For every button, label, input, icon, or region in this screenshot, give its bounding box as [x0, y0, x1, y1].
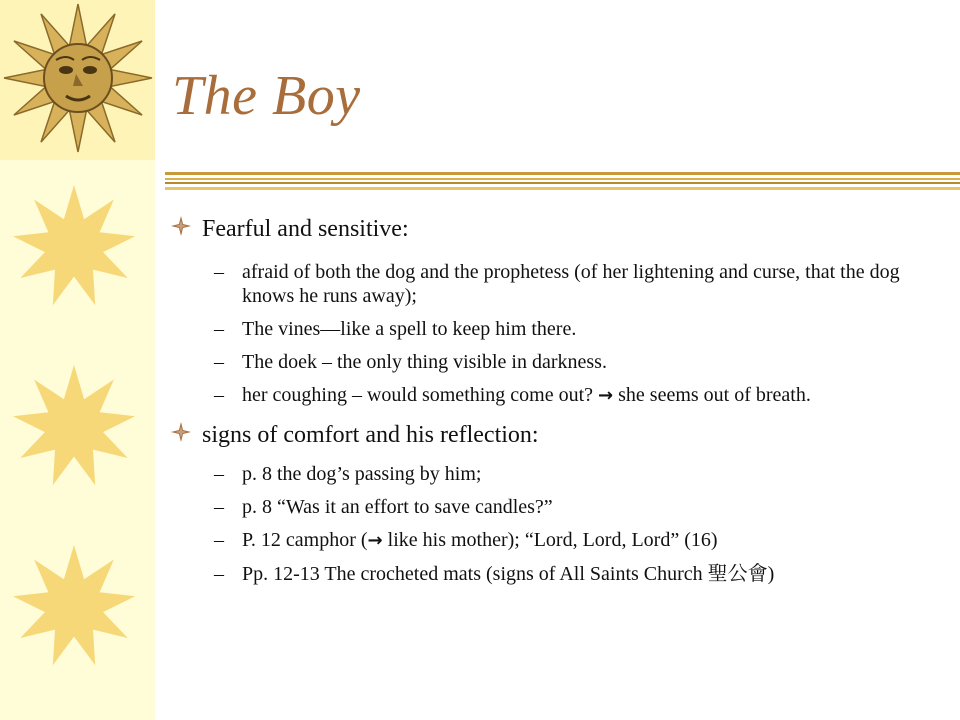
dash-marker: – — [214, 261, 224, 283]
bullet-text: Fearful and sensitive: — [202, 216, 409, 242]
sun-face-icon — [0, 0, 155, 160]
sun-icon — [11, 545, 138, 670]
slide-content — [170, 214, 940, 586]
dash-marker: – — [214, 351, 224, 373]
sub-item-text: P. 12 camphor ( — [242, 529, 368, 551]
bullet-text: signs of comfort and his reflection: — [202, 422, 539, 448]
sub-item — [170, 383, 940, 408]
sub-item-text: p. 8 “Was it an effort to save candles?” — [242, 496, 553, 518]
right-arrow-icon: → — [367, 530, 383, 551]
sub-item-text: afraid of both the dog and the prophetess (of her lightening and curse, that the dog knows he runs away); — [242, 261, 900, 307]
dash-marker: – — [214, 496, 224, 518]
sub-item — [170, 462, 940, 486]
dash-marker: – — [214, 384, 224, 406]
sun-icon — [11, 185, 138, 310]
sub-item — [170, 350, 940, 374]
sub-item-text: The doek – the only thing visible in darkness. — [242, 351, 607, 373]
dash-marker: – — [214, 463, 224, 485]
star-bullet-icon — [170, 215, 192, 237]
sun-pattern — [0, 165, 155, 720]
sub-item — [170, 562, 940, 586]
sub-item — [170, 260, 940, 308]
right-arrow-icon: → — [598, 385, 614, 406]
sub-item-text: like his mother); “Lord, Lord, Lord” (16) — [382, 529, 718, 551]
sub-item — [170, 317, 940, 341]
sub-item-text: The vines—like a spell to keep him there. — [242, 318, 577, 340]
dash-marker: – — [214, 529, 224, 551]
title-divider — [165, 170, 960, 192]
sub-item-text: Pp. 12-13 The crocheted mats (signs of All Saints Church 聖公會) — [242, 563, 775, 585]
dash-marker: – — [214, 318, 224, 340]
star-bullet-icon — [170, 421, 192, 443]
sub-item-text: she seems out of breath. — [613, 384, 811, 406]
sub-item — [170, 495, 940, 519]
sun-icon — [11, 365, 138, 490]
dash-marker: – — [214, 563, 224, 585]
slide-title: The Boy — [172, 65, 361, 127]
sub-item-text: p. 8 the dog’s passing by him; — [242, 463, 482, 485]
bullet-item — [170, 420, 940, 450]
decorative-strip — [0, 0, 155, 720]
bullet-item — [170, 214, 940, 244]
sub-item — [170, 528, 940, 553]
sub-item-text: her coughing – would something come out? — [242, 384, 599, 406]
